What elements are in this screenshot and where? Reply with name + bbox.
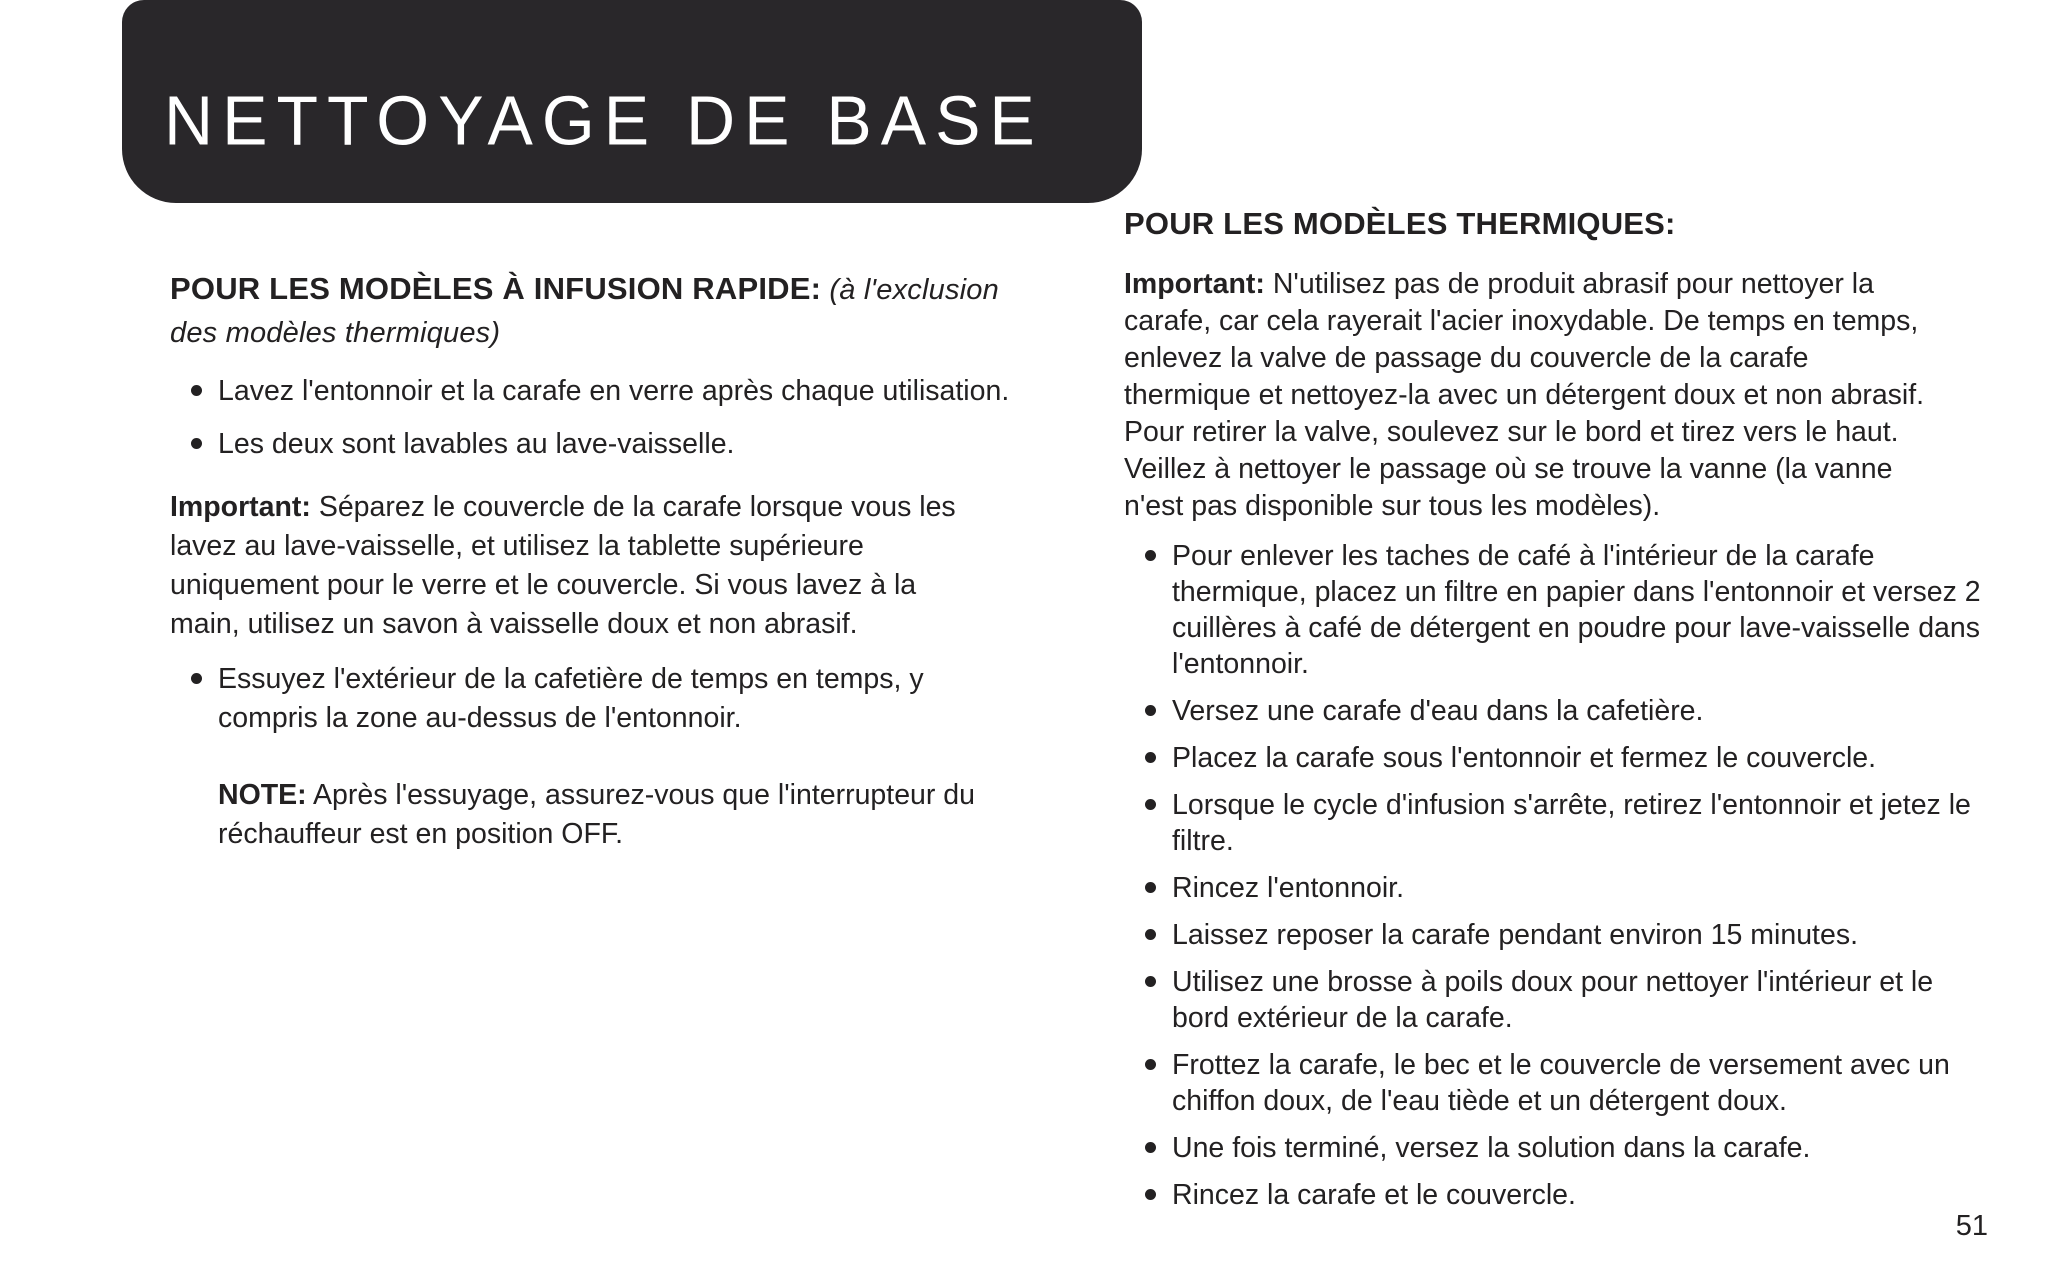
list-item-text: Versez une carafe d'eau dans la cafetière. [1172,695,1704,727]
list-item [170,425,1028,464]
important-label: Important: [1124,268,1265,300]
right-important-paragraph [1124,266,1942,525]
note-label: NOTE: [218,779,307,811]
left-bullet-list-top [170,372,1028,464]
important-text: N'utilisez pas de produit abrasif pour nettoyer la carafe, car cela rayerait l'acier inoxydable. De temps en temps, enlevez la valve de passage du couvercle de la carafe thermique et nettoyez-la avec un détergent doux et non abrasif. Pour retirer la valve, soulevez sur le bord et tirez vers le haut. Veillez à nettoyer le passage où se trouve la vanne (la vanne n'est pas disponible sur tous les modèles). [1124,268,1925,522]
important-label: Important: [170,491,311,523]
list-item [170,660,1028,738]
list-item [1124,787,1988,859]
left-heading-italic: (à l'exclusion des modèles thermiques) [170,274,999,349]
bullet-icon [1145,1059,1156,1070]
bullet-icon [1145,929,1156,940]
bullet-icon [1145,752,1156,763]
list-item [1124,1130,1988,1166]
left-bullet-list-bottom [170,660,1028,738]
right-bullet-list [1124,538,1988,1213]
right-column-heading: POUR LES MODÈLES THERMIQUES: [1124,206,1676,241]
bullet-icon [1145,705,1156,716]
list-item-text: Une fois terminé, versez la solution dans la carafe. [1172,1132,1811,1164]
list-item [1124,870,1988,906]
list-item-text: Essuyez l'extérieur de la cafetière de temps en temps, y compris la zone au-dessus de l'entonnoir. [218,663,924,734]
list-item [1124,1177,1988,1213]
list-item-text: Laissez reposer la carafe pendant environ 15 minutes. [1172,919,1858,951]
left-important-paragraph [170,488,974,644]
list-item-text: Les deux sont lavables au lave-vaisselle. [218,428,735,460]
section-banner [122,0,1142,203]
important-text: Séparez le couvercle de la carafe lorsque vous les lavez au lave-vaisselle, et utilisez la tablette supérieure uniquement pour le verre et le couvercle. Si vous lavez à la main, utilisez un savon à vaisselle doux et non abrasif. [170,491,956,640]
bullet-icon [1145,550,1156,561]
bullet-icon [1145,1142,1156,1153]
page-number: 51 [1955,1210,1988,1242]
note-text: Après l'essuyage, assurez-vous que l'interrupteur du réchauffeur est en position OFF. [218,779,976,850]
list-item-text: Pour enlever les taches de café à l'intérieur de la carafe thermique, placez un filtre en papier dans l'entonnoir et versez 2 cuillères à café de détergent en poudre pour lave-vaisselle dans l'entonnoir. [1172,540,1981,680]
bullet-icon [191,385,202,396]
bullet-icon [1145,1189,1156,1200]
note-paragraph [218,776,986,854]
list-item-text: Utilisez une brosse à poils doux pour nettoyer l'intérieur et le bord extérieur de la carafe. [1172,966,1934,1034]
list-item [1124,917,1988,953]
right-column [1124,205,1988,1213]
left-column [170,268,1028,883]
section-title: NETTOYAGE DE BASE [164,82,1044,160]
bullet-icon [191,673,202,684]
left-heading-bold: POUR LES MODÈLES À INFUSION RAPIDE: [170,271,822,306]
bullet-icon [1145,976,1156,987]
list-item-text: Rincez l'entonnoir. [1172,872,1404,904]
left-column-heading [170,268,1028,354]
bullet-icon [1145,799,1156,810]
list-item [1124,740,1988,776]
list-item-text: Frottez la carafe, le bec et le couvercle de versement avec un chiffon doux, de l'eau tiède et un détergent doux. [1172,1049,1950,1117]
list-item [1124,538,1988,682]
bullet-icon [1145,882,1156,893]
bullet-icon [191,438,202,449]
list-item [1124,1047,1988,1119]
list-item-text: Placez la carafe sous l'entonnoir et fermez le couvercle. [1172,742,1877,774]
list-item [1124,964,1988,1036]
list-item-text: Lavez l'entonnoir et la carafe en verre après chaque utilisation. [218,375,1010,407]
list-item [1124,693,1988,729]
list-item-text: Rincez la carafe et le couvercle. [1172,1179,1576,1211]
list-item [170,372,1028,411]
list-item-text: Lorsque le cycle d'infusion s'arrête, retirez l'entonnoir et jetez le filtre. [1172,789,1971,857]
